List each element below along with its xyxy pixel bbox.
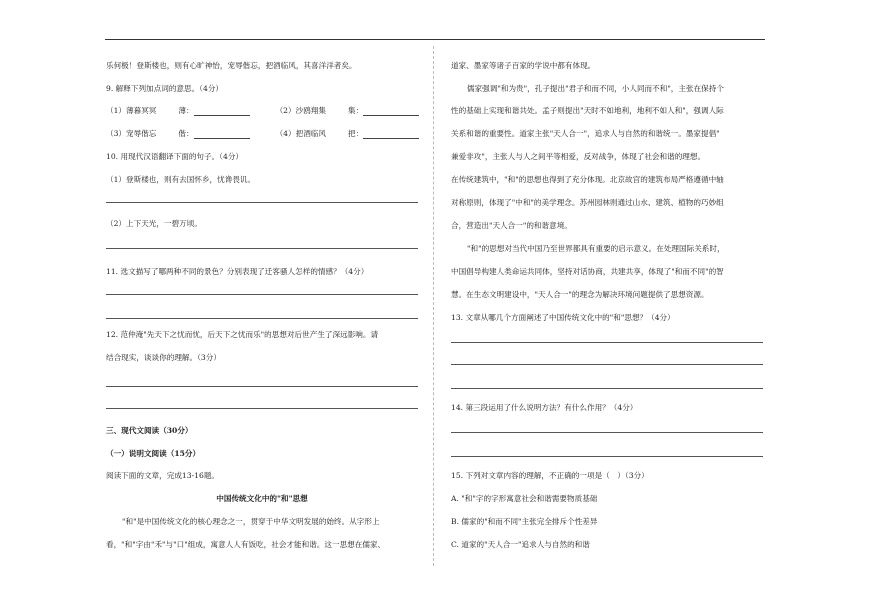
answer-line[interactable] [106,318,418,319]
question-9-row-2 [106,128,419,139]
article-title: 中国传统文化中的"和"思想 [216,494,308,503]
passage-tail: 乐何极！登斯楼也，则有心旷神怡，宠辱偕忘，把酒临风，其喜洋洋者矣。 [106,61,357,70]
question-10-2: （2）上下天光，一碧万顷。 [106,219,202,228]
q9-blank-3[interactable] [194,130,250,139]
column-divider [433,46,434,566]
reading-instruction: 阅读下面的文章，完成13-16题。 [106,471,220,480]
question-10: 10. 用现代汉语翻译下面的句子。（4分） [106,152,244,161]
q9-item-1: （1）薄暮冥冥 [106,106,157,115]
q9-blank-2[interactable] [363,107,419,116]
question-11: 11. 选文描写了哪两种不同的景色？分别表现了迁客骚人怎样的情感？（4分） [106,267,369,276]
option-b[interactable]: B. 儒家的"和而不同"主张完全排斥个性差异 [451,517,598,526]
article-paragraph-1-line-1: "和"是中国传统文化的核心理念之一，贯穿于中华文明发展的始终。从字形上 [122,517,380,526]
answer-line[interactable] [451,456,763,457]
article-line: 对称原则，体现了"中和"的美学理念。苏州园林则通过山水、建筑、植物的巧妙组 [451,198,724,207]
article-line: 关系和谐的重要性。道家主张"天人合一"，追求人与自然的和谐统一。墨家提倡" [451,129,720,138]
article-line: 合，营造出"天人合一"的和谐意境。 [451,221,572,230]
q9-item-3: （3）宠辱偕忘 [106,129,157,138]
question-10-1: （1）登斯楼也，则有去国怀乡，忧谗畏讥。 [106,175,256,184]
answer-line[interactable] [106,294,418,295]
option-a[interactable]: A. "和"字的字形寓意社会和谐需要物质基础 [451,494,598,503]
answer-line[interactable] [106,386,418,387]
section-3-1-heading: （一）说明文阅读（15分） [106,449,201,458]
question-14: 14. 第三段运用了什么说明方法？有什么作用？（4分） [451,403,638,412]
question-9: 9. 解释下列加点词的意思。（4分） [106,84,224,93]
article-line: "和"的思想对当代中国乃至世界都具有重要的启示意义。在处理国际关系时， [467,244,725,253]
header-rule [105,39,765,40]
article-paragraph-1-line-2: 看，"和"字由"禾"与"口"组成，寓意人人有饭吃，社会才能和谐。这一思想在儒家、 [106,540,386,549]
q9-word-1: 薄： [178,106,194,115]
section-3-heading: 三、现代文阅读（30分） [106,426,193,435]
q9-word-4: 把： [348,129,364,138]
article-line: 在传统建筑中，"和"的思想也得到了充分体现。北京故宫的建筑布局严格遵循中轴 [451,175,724,184]
q9-word-2: 集： [348,106,364,115]
question-15: 15. 下列对文章内容的理解，不正确的一项是（ ）（3分） [451,471,649,480]
answer-line[interactable] [451,364,763,365]
q9-word-3: 偕： [178,129,194,138]
article-line: 兼爱非攻"，主张人与人之间平等相爱，反对战争，体现了社会和谐的理想。 [451,152,706,161]
article-line: 道家、墨家等诸子百家的学说中都有体现。 [451,61,596,70]
answer-line[interactable] [106,408,418,409]
answer-line[interactable] [451,342,763,343]
q9-blank-4[interactable] [363,130,419,139]
article-line: 中国倡导构建人类命运共同体，坚持对话协商，共建共享，体现了"和而不同"的智 [451,267,724,276]
article-line: 性的基础上实现和谐共处。孟子则提出"天时不如地利，地利不如人和"，强调人际 [451,106,724,115]
question-12-line-2: 结合现实，谈谈你的理解。（3分） [106,353,221,362]
answer-line[interactable] [451,388,763,389]
question-12-line-1: 12. 范仲淹"先天下之忧而忧，后天下之忧而乐"的思想对后世产生了深远影响。请 [106,330,379,339]
article-line: 慧。在生态文明建设中，"天人合一"的理念为解决环境问题提供了思想资源。 [451,290,709,299]
q9-item-2: （2）沙鸥翔集 [275,106,326,115]
question-9-row-1 [106,105,419,116]
q9-item-4: （4）把酒临风 [275,129,326,138]
option-c[interactable]: C. 道家的"天人合一"追求人与自然的和谐 [451,540,590,549]
q9-blank-1[interactable] [194,107,250,116]
article-line: 儒家强调"和为贵"，孔子提出"君子和而不同，小人同而不和"，主张在保持个 [467,84,724,93]
question-13: 13. 文章从哪几个方面阐述了中国传统文化中的"和"思想？（4分） [451,313,675,322]
answer-line[interactable] [106,202,418,203]
answer-line[interactable] [451,432,763,433]
answer-line[interactable] [106,248,418,249]
